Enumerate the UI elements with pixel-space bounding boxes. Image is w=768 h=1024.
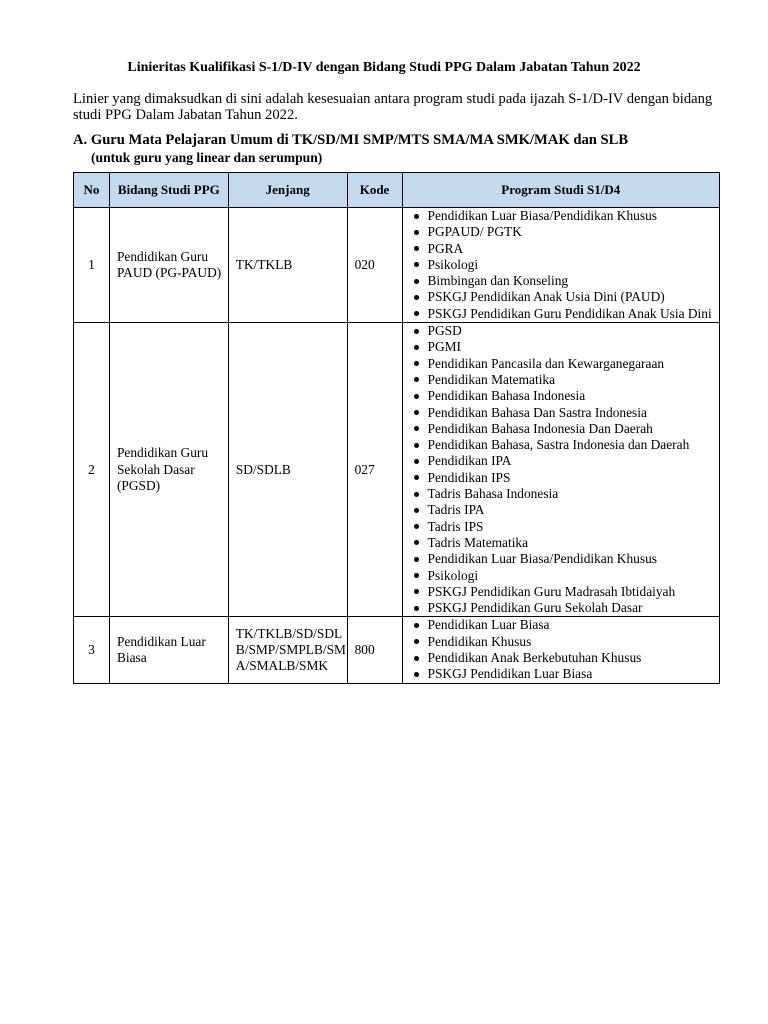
program-studi-list xyxy=(403,208,720,322)
program-studi-cell xyxy=(402,323,720,617)
list-item: Pendidikan Bahasa Dan Sastra Indonesia xyxy=(403,405,720,421)
list-item: Tadris Bahasa Indonesia xyxy=(403,486,720,502)
list-item: Psikologi xyxy=(403,568,720,584)
table-header-row xyxy=(74,173,720,208)
list-item: Tadris IPA xyxy=(403,502,720,518)
list-item: Bimbingan dan Konseling xyxy=(403,273,720,289)
list-item: PGPAUD/ PGTK xyxy=(403,224,720,240)
linearity-table xyxy=(73,172,720,684)
list-item: Pendidikan IPS xyxy=(403,470,720,486)
program-studi-list xyxy=(403,617,720,682)
table-row xyxy=(74,617,720,683)
list-item: Pendidikan Bahasa Indonesia xyxy=(403,388,720,404)
list-item: Pendidikan Bahasa, Sastra Indonesia dan Daerah xyxy=(403,437,720,453)
header-no: No xyxy=(74,173,110,208)
list-item: PGRA xyxy=(403,241,720,257)
kode-cell: 800 xyxy=(347,617,402,683)
list-item: Pendidikan Matematika xyxy=(403,372,720,388)
list-item: Pendidikan Pancasila dan Kewarganegaraan xyxy=(403,356,720,372)
bidang-studi-cell: Pendidikan Guru Sekolah Dasar (PGSD) xyxy=(109,323,228,617)
kode-cell: 020 xyxy=(347,208,402,323)
header-program-studi: Program Studi S1/D4 xyxy=(402,173,720,208)
list-item: PSKGJ Pendidikan Anak Usia Dini (PAUD) xyxy=(403,289,720,305)
header-jenjang: Jenjang xyxy=(228,173,347,208)
document-title: Linieritas Kualifikasi S-1/D-IV dengan Bidang Studi PPG Dalam Jabatan Tahun 2022 xyxy=(127,60,641,75)
list-item: Pendidikan Bahasa Indonesia Dan Daerah xyxy=(403,421,720,437)
list-item: Pendidikan Anak Berkebutuhan Khusus xyxy=(403,650,720,666)
list-item: PSKGJ Pendidikan Guru Madrasah Ibtidaiyah xyxy=(403,584,720,600)
program-studi-cell xyxy=(402,208,720,323)
program-studi-list xyxy=(403,323,720,616)
program-studi-cell xyxy=(402,617,720,683)
row-number-cell: 1 xyxy=(74,208,110,323)
table-row xyxy=(74,323,720,617)
list-item: Pendidikan Khusus xyxy=(403,634,720,650)
header-kode: Kode xyxy=(347,173,402,208)
jenjang-cell: TK/TKLB/SD/SDLB/SMP/SMPLB/SMA/SMALB/SMK xyxy=(228,617,347,683)
table-row xyxy=(74,208,720,323)
list-item: PSKGJ Pendidikan Guru Sekolah Dasar xyxy=(403,600,720,616)
section-heading: A. Guru Mata Pelajaran Umum di TK/SD/MI SMP/MTS SMA/MA SMK/MAK dan SLB xyxy=(73,132,629,148)
bidang-studi-cell: Pendidikan Guru PAUD (PG-PAUD) xyxy=(109,208,228,323)
list-item: Tadris Matematika xyxy=(403,535,720,551)
row-number-cell: 3 xyxy=(74,617,110,683)
section-heading-block xyxy=(73,132,723,166)
row-number-cell: 2 xyxy=(74,323,110,617)
intro-paragraph: Linier yang dimaksudkan di sini adalah kesesuaian antara program studi pada ijazah S-1/D-IV dengan bidang studi PPG Dalam Jabatan Tahun 2022. xyxy=(73,91,713,123)
section-subheading: (untuk guru yang linear dan serumpun) xyxy=(91,150,323,165)
header-bidang-studi: Bidang Studi PPG xyxy=(109,173,228,208)
list-item: Pendidikan Luar Biasa xyxy=(403,617,720,633)
list-item: PSKGJ Pendidikan Luar Biasa xyxy=(403,666,720,682)
jenjang-cell: TK/TKLB xyxy=(228,208,347,323)
list-item: Pendidikan IPA xyxy=(403,453,720,469)
list-item: Psikologi xyxy=(403,257,720,273)
list-item: PSKGJ Pendidikan Guru Pendidikan Anak Usia Dini xyxy=(403,306,720,322)
jenjang-cell: SD/SDLB xyxy=(228,323,347,617)
list-item: Tadris IPS xyxy=(403,519,720,535)
bidang-studi-cell: Pendidikan Luar Biasa xyxy=(109,617,228,683)
list-item: Pendidikan Luar Biasa/Pendidikan Khusus xyxy=(403,208,720,224)
list-item: Pendidikan Luar Biasa/Pendidikan Khusus xyxy=(403,551,720,567)
table-body xyxy=(74,208,720,684)
list-item: PGSD xyxy=(403,323,720,339)
kode-cell: 027 xyxy=(347,323,402,617)
list-item: PGMI xyxy=(403,339,720,355)
